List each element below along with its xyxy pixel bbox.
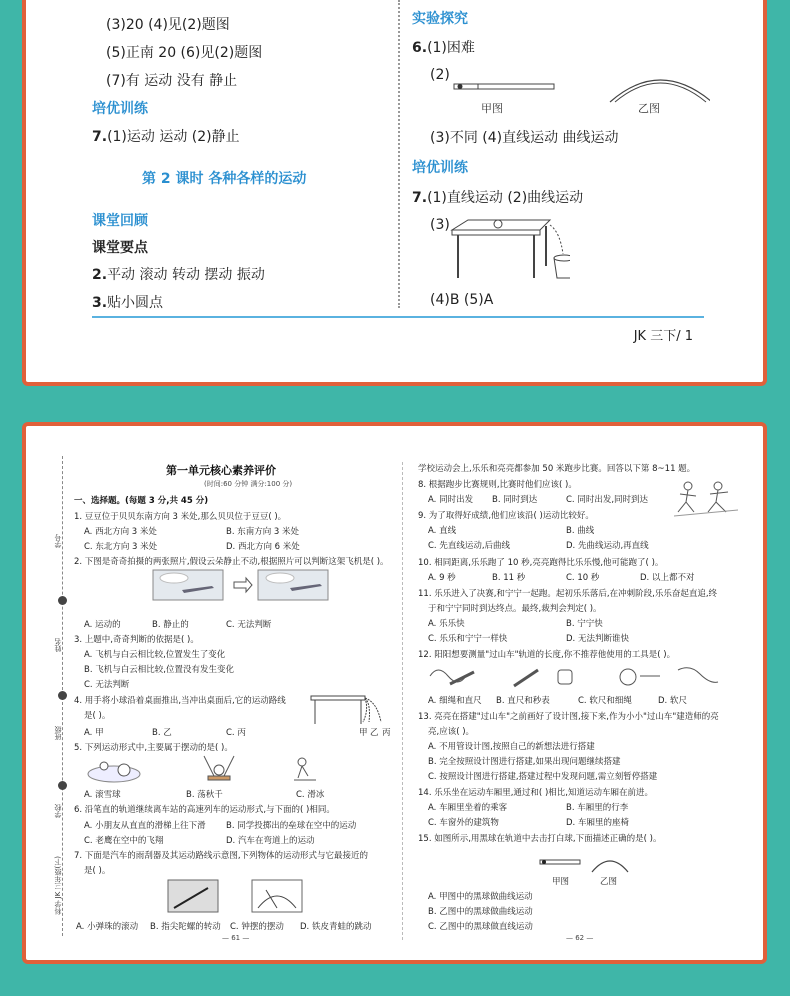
wiper-illustrations — [166, 878, 306, 914]
answer-line — [412, 187, 583, 207]
question-text: 13. 亮亮在搭建"过山车"之前画好了设计图,接下来,作为小小"过山车"建造师的亮 — [418, 712, 719, 722]
option: D. 汽车在弯道上的运动 — [226, 836, 315, 846]
option: B. 直尺和秒表 — [496, 696, 550, 706]
question-text: 1. 豆豆位于贝贝东南方向 3 米处,那么贝贝位于豆豆( )。 — [74, 512, 287, 522]
option: A. 同时出发 — [428, 495, 474, 505]
option: A. 运动的 — [84, 620, 121, 630]
option: C. 钟摆的摆动 — [230, 922, 284, 932]
option: D. 先曲线运动,再直线 — [566, 541, 649, 551]
answer-line — [92, 292, 163, 312]
option: A. 滚雪球 — [84, 790, 121, 800]
answer-text: (1)直线运动 (2)曲线运动 — [427, 190, 584, 206]
figure-label: 甲图 — [552, 877, 570, 887]
option: B. 车厢里的行李 — [566, 803, 629, 813]
option: C. 无法判断 — [84, 680, 130, 690]
spine-label: 班级 — [54, 726, 62, 740]
option: A. 直线 — [428, 526, 457, 536]
question-text: 10. 相同距离,乐乐跑了 10 秒,亮亮跑得比乐乐慢,他可能跑了( )。 — [418, 558, 664, 568]
option: C. 乐乐和宁宁一样快 — [428, 634, 508, 644]
option: B. 乙图中的黑球做曲线运动 — [428, 907, 533, 917]
option: B. 同学投掷出的垒球在空中的运动 — [226, 821, 357, 831]
option: B. 同时到达 — [492, 495, 538, 505]
option: C. 同时出发,同时到达 — [566, 495, 649, 505]
answer-line: (3)20 (4)见(2)题图 — [106, 17, 230, 33]
question-text: 3. 上题中,奇奇判断的依据是( )。 — [74, 635, 199, 645]
question-text: 9. 为了取得好成绩,他们应该沿( )运动比较好。 — [418, 511, 594, 521]
option: B. 东南方向 3 米处 — [226, 527, 300, 537]
question-number: 2. — [92, 267, 108, 283]
option: C. 车窗外的建筑物 — [428, 818, 499, 828]
figure-label: 乙图 — [600, 877, 618, 887]
option: B. 飞机与白云相比较,位置没有发生变化 — [84, 665, 234, 675]
answer-line: (3) — [430, 217, 450, 233]
column-divider — [398, 0, 400, 308]
option: B. 11 秒 — [492, 573, 526, 583]
question-text: 8. 根据跑步比赛规则,比赛时他们应该( )。 — [418, 480, 577, 490]
option: B. 荡秋千 — [186, 790, 223, 800]
measuring-tools-illustration — [428, 662, 728, 692]
option: B. 曲线 — [566, 526, 595, 536]
option: C. 软尺和细绳 — [578, 696, 632, 706]
answer-page-card — [22, 0, 767, 386]
path-label: 甲 — [359, 728, 368, 738]
motion-illustrations — [84, 754, 354, 786]
page-number: JK 三下/ 1 — [633, 329, 693, 344]
question-number: 3. — [92, 295, 108, 311]
option: D. 车厢里的座椅 — [566, 818, 629, 828]
section-heading: 课堂回顾 — [92, 213, 148, 229]
answer-line — [92, 126, 240, 146]
question-text: 6. 沿笔直的轨道继续离车站的高速列车的运动形式,与下面的( )相同。 — [74, 805, 335, 815]
section-heading: 实验探究 — [412, 11, 468, 27]
track-ball-figures — [536, 850, 646, 874]
option: C. 按照设计图进行搭建,搭建过程中发现问题,需立刻暂停搭建 — [428, 772, 658, 782]
option: A. 9 秒 — [428, 573, 456, 583]
page-footer: — 62 — — [566, 934, 594, 942]
answer-line — [412, 37, 475, 57]
exam-page-card — [22, 422, 767, 964]
option: A. 甲 — [84, 728, 104, 738]
option: C. 10 秒 — [566, 573, 600, 583]
option: B. 静止的 — [152, 620, 189, 630]
answer-text: (1)困难 — [427, 40, 475, 56]
spine-label: 科学 JK 三年级(下) — [54, 856, 62, 915]
question-text: 14. 乐乐坐在运动车厢里,通过和( )相比,知道运动车厢在前进。 — [418, 788, 653, 798]
binding-dot — [58, 781, 67, 790]
question-text: 7. 下面是汽车的雨刮器及其运动路线示意图,下列物体的运动形式与它最接近的 — [74, 851, 369, 861]
option: A. 乐乐快 — [428, 619, 465, 629]
binding-dot — [58, 691, 67, 700]
option: D. 以上都不对 — [640, 573, 695, 583]
option: C. 东北方向 3 米处 — [84, 542, 158, 552]
lesson-title: 第 2 课时 各种各样的运动 — [142, 171, 307, 187]
option: A. 飞机与白云相比较,位置发生了变化 — [84, 650, 226, 660]
question-text: 12. 阳阳想要测量"过山车"轨道的长度,你不推荐他使用的工具是( )。 — [418, 650, 676, 660]
option: D. 软尺 — [658, 696, 687, 706]
page-footer: — 61 — — [222, 934, 250, 942]
path-label: 乙 — [370, 728, 379, 738]
option: C. 乙图中的黑球做直线运动 — [428, 922, 533, 932]
table-ball-figure — [450, 208, 570, 288]
option: C. 先直线运动,后曲线 — [428, 541, 511, 551]
question-number: 6. — [412, 40, 428, 56]
answer-line: (4)B (5)A — [430, 292, 494, 308]
option: B. 宁宁快 — [566, 619, 603, 629]
option: B. 指尖陀螺的转动 — [150, 922, 221, 932]
runners-illustration — [674, 480, 738, 520]
answer-line — [92, 264, 265, 284]
answer-line: (7)有 运动 没有 静止 — [106, 73, 238, 89]
option: C. 滑冰 — [296, 790, 325, 800]
page-gutter — [402, 462, 403, 940]
option: A. 小朋友从直直的滑梯上往下滑 — [84, 821, 206, 831]
answer-line: (2) — [430, 67, 450, 83]
question-text: 4. 用手将小球沿着桌面推出,当冲出桌面后,它的运动路线 — [74, 696, 286, 706]
question-text: 学校运动会上,乐乐和亮亮都参加 50 米跑步比赛。回答以下第 8~11 题。 — [418, 464, 696, 474]
option: D. 铁皮青蛙的跳动 — [300, 922, 372, 932]
option: C. 老鹰在空中的飞翔 — [84, 836, 164, 846]
option: A. 细绳和直尺 — [428, 696, 482, 706]
option: B. 乙 — [152, 728, 172, 738]
question-number: 7. — [412, 190, 428, 206]
question-text: 11. 乐乐进入了决赛,和宁宁一起跑。起初乐乐落后,在冲刺阶段,乐乐奋起直追,终 — [418, 589, 718, 599]
question-text: 2. 下图是奇奇拍摄的两张照片,假设云朵静止不动,根据照片可以判断这架飞机是( )。 — [74, 557, 389, 567]
section-heading: 一、选择题。(每题 3 分,共 45 分) — [74, 496, 209, 506]
answer-line: (3)不同 (4)直线运动 曲线运动 — [430, 130, 619, 146]
question-text: 于和宁宁同时到达终点。最终,裁判会判定( )。 — [428, 604, 602, 614]
option: B. 完全按照设计图进行搭建,如果出现问题继续搭建 — [428, 757, 621, 767]
option: A. 小弹珠的滚动 — [76, 922, 139, 932]
answer-text: 贴小圆点 — [107, 295, 164, 311]
spine-label: 姓名 — [54, 638, 62, 652]
binding-dot — [58, 596, 67, 605]
answer-text: 平动 滚动 转动 摆动 振动 — [107, 267, 265, 283]
option: C. 无法判断 — [226, 620, 272, 630]
option: A. 不用管设计图,按照自己的新想法进行搭建 — [428, 742, 595, 752]
spine-label: 学校 — [54, 804, 62, 818]
option: C. 丙 — [226, 728, 246, 738]
question-text: 15. 如图所示,用黑球在轨道中去击打白球,下面描述正确的是( )。 — [418, 834, 662, 844]
question-text: 是( )。 — [84, 866, 111, 876]
page-rule — [92, 316, 704, 318]
question-text: 5. 下列运动形式中,主要属于摆动的是( )。 — [74, 743, 233, 753]
figure-label: 乙图 — [638, 102, 660, 115]
question-number: 7. — [92, 129, 108, 145]
answer-line: (5)正南 20 (6)见(2)题图 — [106, 45, 263, 61]
question-text: 亮,应该( )。 — [428, 727, 475, 737]
airplane-photos — [152, 568, 332, 602]
option: A. 西北方向 3 米处 — [84, 527, 157, 537]
option: D. 西北方向 6 米处 — [226, 542, 300, 552]
section-heading: 培优训练 — [92, 101, 148, 117]
option: A. 甲图中的黑球做曲线运动 — [428, 892, 533, 902]
exam-subtitle: (时间:60 分钟 满分:100 分) — [204, 480, 293, 488]
option: A. 车厢里坐着的乘客 — [428, 803, 508, 813]
spine-label: 学号 — [54, 534, 62, 548]
figure-label: 甲图 — [481, 102, 503, 115]
section-heading: 培优训练 — [412, 160, 468, 176]
exam-title: 第一单元核心素养评价 — [166, 464, 276, 477]
path-label: 丙 — [382, 728, 391, 738]
question-text: 是( )。 — [84, 711, 111, 721]
answer-text: (1)运动 运动 (2)静止 — [107, 129, 240, 145]
option: D. 无法判断谁快 — [566, 634, 629, 644]
key-points-heading: 课堂要点 — [92, 240, 148, 256]
